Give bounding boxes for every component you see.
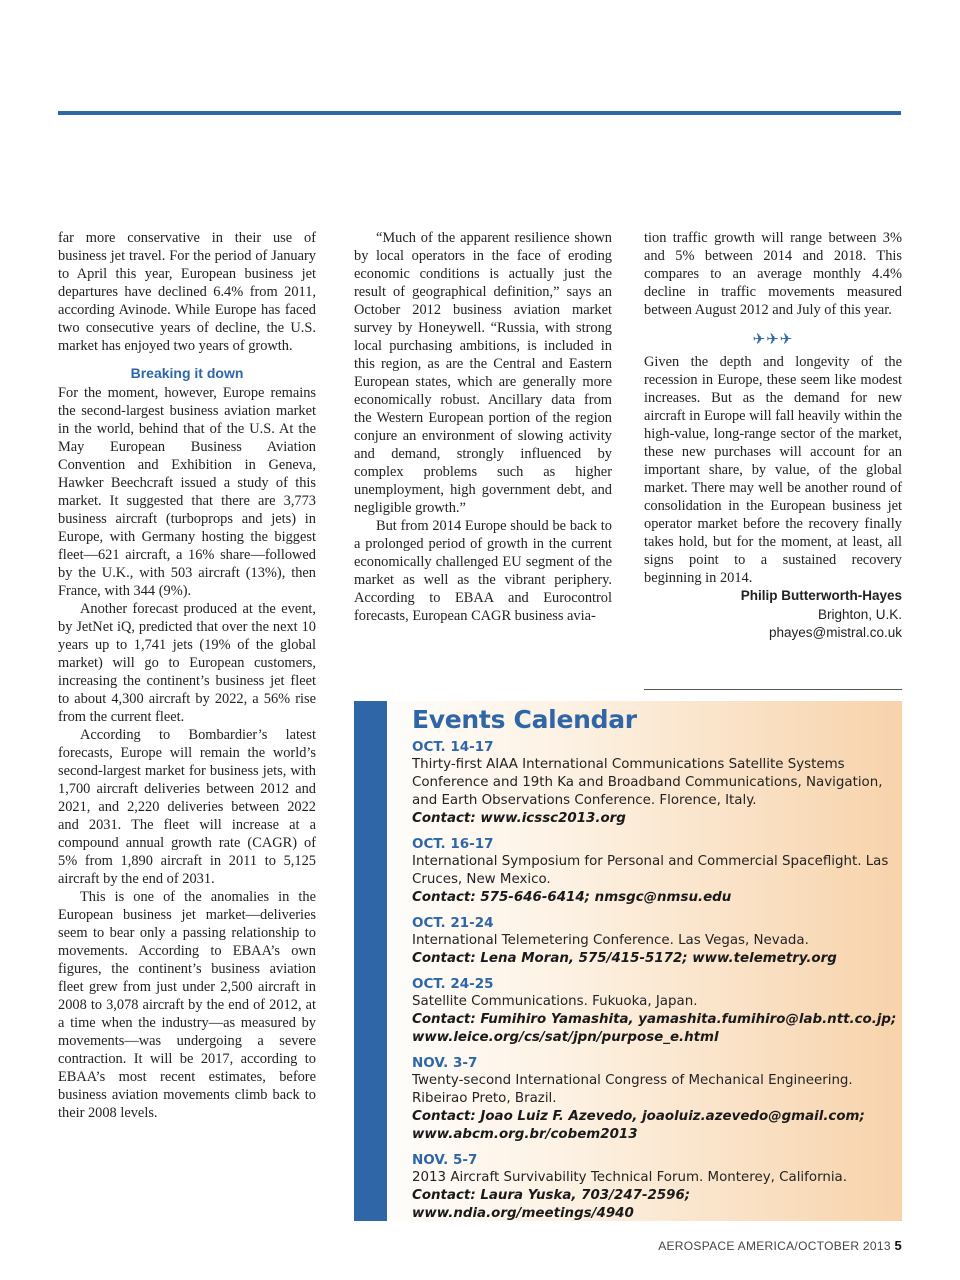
article-column-3 <box>644 229 902 643</box>
event-item <box>412 975 897 1047</box>
publication-name: AEROSPACE AMERICA/OCTOBER 2013 <box>658 1239 891 1253</box>
author-name: Philip Butterworth-Hayes <box>740 588 902 603</box>
event-date: OCT. 16-17 <box>412 836 494 852</box>
event-date: NOV. 5-7 <box>412 1152 478 1168</box>
event-description: Thirty-first AIAA International Communications Satellite Systems Conference and 19th Ka and Broadband Communications, Navigation, and Earth Observations Conference. Florence, Italy. <box>412 757 883 808</box>
event-contact: Contact: 575-646-6414; nmsgc@nmsu.edu <box>412 890 732 905</box>
event-date: OCT. 14-17 <box>412 739 494 755</box>
author-email: phayes@mistral.co.uk <box>768 625 902 640</box>
event-date: NOV. 3-7 <box>412 1055 478 1071</box>
event-item <box>412 914 897 968</box>
event-contact: Contact: Joao Luiz F. Azevedo, joaoluiz.azevedo@gmail.com; www.abcm.org.br/cobem2013 <box>412 1109 865 1142</box>
paragraph: But from 2014 Europe should be back to a prolonged period of growth in the current economically challenged EU segment of the market as well as the vibrant periphery. According to EBAA and Eurocontrol forecasts, European CAGR business avia- <box>354 518 612 624</box>
author-signature <box>644 587 902 643</box>
calendar-title: Events Calendar <box>412 705 637 734</box>
author-location: Brighton, U.K. <box>817 606 902 622</box>
section-subhead: Breaking it down <box>130 365 244 381</box>
event-description: Twenty-second International Congress of Mechanical Engineering. Ribeirao Preto, Brazil. <box>412 1073 853 1106</box>
paragraph: tion traffic growth will range between 3% and 5% between 2014 and 2018. This compares to an average monthly 4.4% decline in traffic movements measured between August 2012 and July of this year. <box>644 230 902 318</box>
event-date: OCT. 21-24 <box>412 915 494 931</box>
events-calendar <box>354 701 902 1221</box>
paragraph: This is one of the anomalies in the European business jet market—deliveries seem to bear only a passing relationship to movements. According to EBAA’s own figures, the continent’s business aviation fleet grew from just under 2,500 aircraft in 2008 to 3,078 aircraft by the end of 2012, at a time when the industry—as measured by movements—was undergoing a severe contraction. It will be 2017, according to EBAA’s most recent estimates, before business aviation movements climb back to their 2008 levels. <box>58 889 316 1121</box>
paragraph: For the moment, however, Europe remains the second-largest business aviation market in the world, behind that of the U.S. At the May European Business Aviation Convention and Exhibition in Geneva, Hawker Beechcraft issued a study of this market. It suggested that there are 3,773 business aircraft (turboprops and jets) in Europe, with Germany hosting the biggest fleet—621 aircraft, a 16% share—followed by the U.K., with 503 aircraft (13%), then France, with 344 (9%). <box>58 385 316 599</box>
paragraph: “Much of the apparent resilience shown by local operators in the face of eroding economic conditions is actually just the result of geographical definition,” says an October 2012 business aviation market survey by Honeywell. “Russia, with strong local purchasing ambitions, is included in this region, as are the Central and Eastern European states, which are generally more economically robust. Ancillary data from the Western European portion of the region conjure an environment of slowing activity and demand, strongly influenced by complex problems such as higher unemployment, high government debt, and negligible growth.” <box>354 230 612 516</box>
paragraph: According to Bombardier’s latest forecasts, Europe will remain the world’s second-largest market for business jets, with 1,700 aircraft deliveries between 2012 and 2021, and 2,220 deliveries between 2022 and 2031. The fleet will increase at a compound annual growth rate (CAGR) of 5% from 1,890 aircraft in 2011 to 5,125 aircraft by the end of 2031. <box>58 727 316 887</box>
event-date: OCT. 24-25 <box>412 976 494 992</box>
airplane-separator-icon: ✈✈✈ <box>752 330 794 348</box>
event-item <box>412 738 897 828</box>
paragraph: Another forecast produced at the event, by JetNet iQ, predicted that over the next 10 years up to 1,741 jets (19% of the global market) will go to European customers, increasing the continent’s business jet fleet to about 4,300 aircraft by 2022, a 56% rise from the current fleet. <box>58 601 316 725</box>
event-item <box>412 1151 897 1223</box>
page-number: 5 <box>894 1238 902 1253</box>
article-column-2 <box>354 229 612 625</box>
event-description: International Symposium for Personal and Commercial Spaceflight. Las Cruces, New Mexico. <box>412 854 889 887</box>
header-rule <box>58 111 901 115</box>
event-item <box>412 835 897 907</box>
paragraph: far more conservative in their use of business jet travel. For the period of January to April this year, European business jet departures have declined 6.4% from 2011, according Avinode. While Europe has faced two consecutive years of decline, the U.S. market has enjoyed two years of growth. <box>58 230 316 354</box>
event-description: Satellite Communications. Fukuoka, Japan. <box>412 994 698 1009</box>
event-description: 2013 Aircraft Survivability Technical Forum. Monterey, California. <box>412 1170 848 1185</box>
event-description: International Telemetering Conference. Las Vegas, Nevada. <box>412 933 809 948</box>
event-item <box>412 1054 897 1144</box>
calendar-side-bar <box>354 701 387 1221</box>
event-contact: Contact: Laura Yuska, 703/247-2596; www.ndia.org/meetings/4940 <box>412 1188 691 1221</box>
page-footer <box>658 1238 902 1253</box>
column-end-rule <box>644 689 902 690</box>
calendar-content <box>412 703 897 1230</box>
event-contact: Contact: Fumihiro Yamashita, yamashita.fumihiro@lab.ntt.co.jp; www.leice.org/cs/sat/jpn/purpose_e.html <box>412 1012 897 1045</box>
event-contact: Contact: www.icssc2013.org <box>412 811 626 826</box>
event-contact: Contact: Lena Moran, 575/415-5172; www.telemetry.org <box>412 951 837 966</box>
paragraph: Given the depth and longevity of the recession in Europe, these seem like modest increases. But as the demand for new aircraft in Europe will fall heavily within the high-value, long-range sector of the market, these new purchases will account for an important share, by value, of the global market. There may well be another round of consolidation in the European business jet operator market before the recovery finally takes hold, but for the moment, at least, all signs point to a sustained recovery beginning in 2014. <box>644 354 902 586</box>
article-column-1 <box>58 229 316 1122</box>
